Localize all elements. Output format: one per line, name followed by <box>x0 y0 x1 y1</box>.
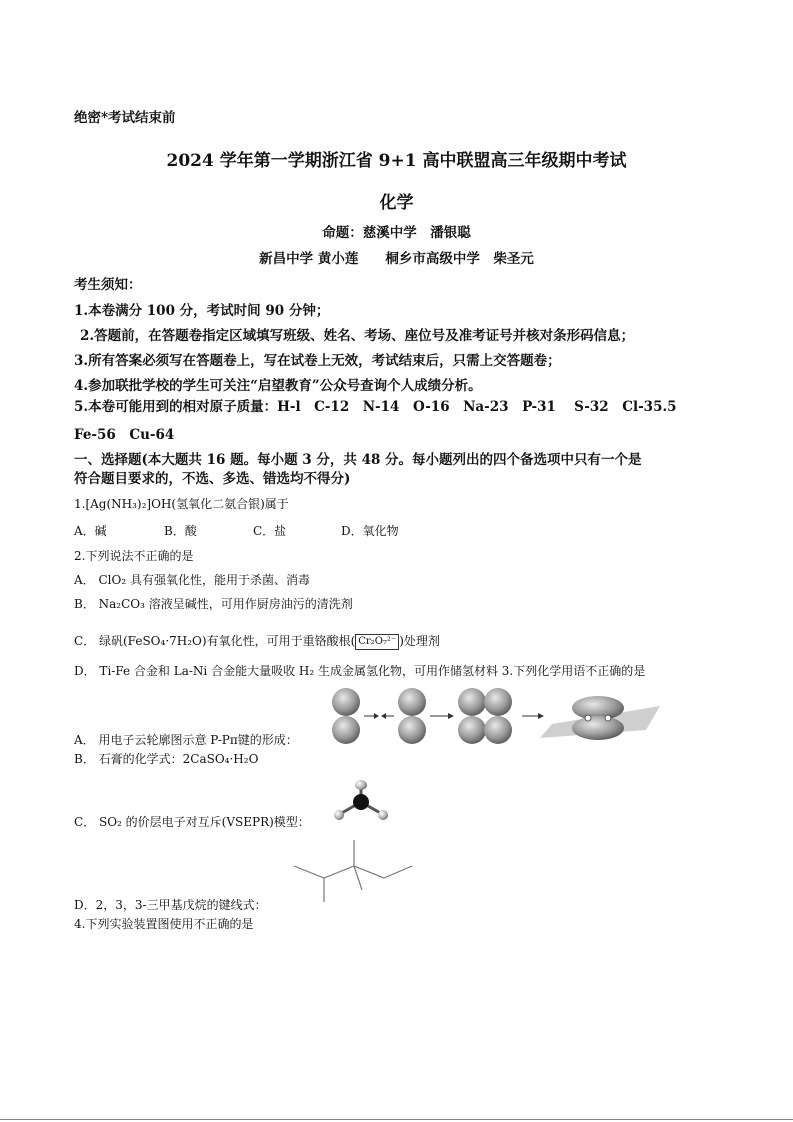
q2-option-c-text: C． 绿矾(FeSO₄·7H₂O)有氧化性，可用于重铬酸根( <box>74 634 356 648</box>
q3-option-d: D．2，3，3-三甲基戊烷的键线式： <box>74 898 267 912</box>
authors-line-1: 命题：慈溪中学 潘银聪 <box>322 225 471 241</box>
notice-item-5a: 5.本卷可能用到的相对原子质量：H-l C-12 N-14 O-16 Na-23 P-31 S-32 Cl-35.5 <box>74 399 677 415</box>
q2-option-c-suffix: )处理剂 <box>399 634 440 648</box>
notice-item-3: 3.所有答案必须写在答题卷上，写在试卷上无效，考试结束后，只需上交答题卷； <box>74 353 561 369</box>
section1-line-1: 一、选择题(本大题共 16 题。每小题 3 分，共 48 分。每小题列出的四个备选项中只有一个是 <box>74 452 642 468</box>
vsepr-model-figure <box>330 778 392 830</box>
q2-option-d: D． Ti-Fe 合金和 La-Ni 合金能大量吸收 H₂ 生成金属氢化物，可用作储氢材料 3.下列化学用语不正确的是 <box>74 664 646 678</box>
q2-stem: 2.下列说法不正确的是 <box>74 549 194 563</box>
pi-bond-orbital-figure <box>326 686 666 748</box>
notice-item-5b: Fe-56 Cu-64 <box>74 427 175 443</box>
authors-line-2: 新昌中学 黄小莲 桐乡市高级中学 柴圣元 <box>259 251 534 267</box>
skeletal-formula-figure <box>292 838 414 904</box>
oxygen-atom-icon <box>334 810 344 820</box>
q1-option-c: C．盐 <box>253 524 287 538</box>
arrow-left-icon <box>381 713 394 719</box>
subject-title: 化学 <box>379 193 414 213</box>
exam-title: 2024 学年第一学期浙江省 9+1 高中联盟高三年级期中考试 <box>166 151 627 171</box>
q2-option-b: B． Na₂CO₃ 溶液呈碱性，可用作厨房油污的清洗剂 <box>74 597 353 611</box>
section1-line-2: 符合题目要求的，不选、多选、错选均不得分) <box>74 471 351 487</box>
overlapping-p-orbitals <box>458 688 512 744</box>
notice-item-1: 1.本卷满分 100 分，考试时间 90 分钟； <box>74 303 330 319</box>
q1-option-a: A．碱 <box>74 524 107 538</box>
secret-label: 绝密*考试结束前 <box>74 110 176 126</box>
q4-stem: 4.下列实验装置图使用不正确的是 <box>74 917 254 931</box>
notice-item-2: 2.答题前，在答题卷指定区域填写班级、姓名、考场、座位号及准考证号并核对条形码信息； <box>80 328 635 344</box>
arrow-right-icon <box>522 713 544 719</box>
p-orbital-right <box>398 688 426 744</box>
oxygen-atom-icon <box>378 810 388 820</box>
notice-heading: 考生须知： <box>74 277 142 293</box>
q1-option-d: D．氧化物 <box>341 524 399 538</box>
q3-option-c: C． SO₂ 的价层电子对互斥(VSEPR)模型： <box>74 815 310 829</box>
q1-option-b: B．酸 <box>164 524 197 538</box>
arrow-right-icon <box>364 713 379 719</box>
pi-bond-icon <box>540 696 660 740</box>
arrow-right-icon <box>430 713 454 719</box>
q2-option-a: A． ClO₂ 具有强氧化性，能用于杀菌、消毒 <box>74 573 310 587</box>
q3-option-b: B． 石膏的化学式：2CaSO₄·H₂O <box>74 752 259 766</box>
sulfur-atom-icon <box>353 794 369 810</box>
notice-item-4: 4.参加联批学校的学生可关注“启望教育”公众号查询个人成绩分析。 <box>74 378 482 394</box>
dichromate-formula-box: Cr₂O₇²⁻ <box>355 634 399 650</box>
page-bottom-divider <box>0 1119 793 1120</box>
p-orbital-left <box>332 688 360 744</box>
q1-stem: 1.[Ag(NH₃)₂]OH(氢氧化二氨合银)属于 <box>74 497 289 511</box>
q3-option-a: A． 用电子云轮廓图示意 P-Pπ键的形成： <box>74 733 298 747</box>
q2-option-c <box>74 632 440 650</box>
lone-pair-icon <box>355 780 367 790</box>
